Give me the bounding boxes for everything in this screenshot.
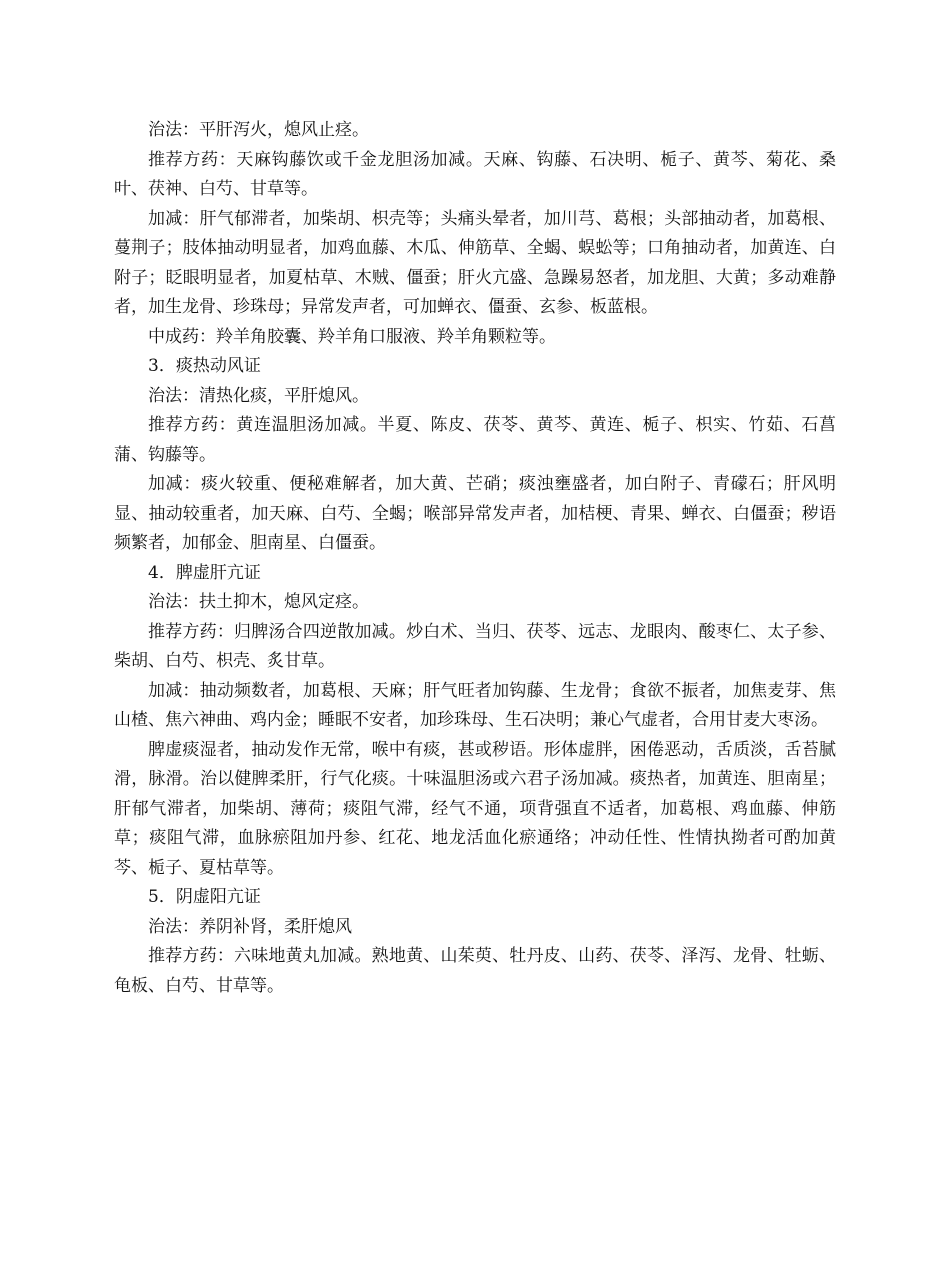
section-heading-spleen-deficiency: 4．脾虚肝亢证 (148, 562, 261, 583)
paragraph-treatment-principle: 治法：扶土抑木，熄风定痉。 (148, 592, 369, 612)
paragraph-treatment-principle: 治法：养阴补肾，柔肝熄风 (148, 916, 352, 937)
paragraph-spleen-phlegm-dampness: 脾虚痰湿者，抽动发作无常，喉中有痰，甚或秽语。形体虚胖，困倦恶动，舌质淡，舌苔腻滑，脉滑。治以健脾柔肝，行气化痰。十味温胆汤或六君子汤加减。痰热者，加黄连、胆南星；肝郁气滞者，加柴胡、薄荷；痰阻气滞，经气不通，项背强直不适者，加葛根、鸡血藤、伸筋草；痰阻气滞，血脉瘀阻加丹参、红花、地龙活血化瘀通络；冲动任性、性情执拗者可酌加黄芩、栀子、夏枯草等。 (114, 739, 836, 878)
paragraph-recommended-formula: 推荐方药：黄连温胆汤加减。半夏、陈皮、茯苓、黄芩、黄连、栀子、枳实、竹茹、石菖蒲、钩藤等。 (114, 415, 836, 465)
section-heading-phlegm-heat: 3．痰热动风证 (148, 356, 261, 376)
paragraph-treatment-principle: 治法：清热化痰，平肝熄风。 (148, 385, 369, 406)
paragraph-modifications: 加减：抽动频数者，加葛根、天麻；肝气旺者加钩藤、生龙骨；食欲不振者，加焦麦芽、焦山楂、焦六神曲、鸡内金；睡眠不安者，加珍珠母、生石决明；兼心气虚者，合用甘麦大枣汤。 (114, 680, 836, 730)
paragraph-modifications: 加减：痰火较重、便秘难解者，加大黄、芒硝；痰浊壅盛者，加白附子、青礞石；肝风明显、抽动较重者，加天麻、白芍、全蝎；喉部异常发声者，加桔梗、青果、蝉衣、白僵蚕；秽语频繁者，加郁金、胆南星、白僵蚕。 (114, 474, 836, 553)
paragraph-recommended-formula: 推荐方药：六味地黄丸加减。熟地黄、山茱萸、牡丹皮、山药、茯苓、泽泻、龙骨、牡蛎、龟板、白芍、甘草等。 (114, 946, 836, 996)
paragraph-recommended-formula: 推荐方药：归脾汤合四逆散加减。炒白术、当归、茯苓、远志、龙眼肉、酸枣仁、太子参、柴胡、白芍、枳壳、炙甘草。 (114, 621, 836, 671)
paragraph-patent-medicine: 中成药：羚羊角胶囊、羚羊角口服液、羚羊角颗粒等。 (148, 326, 556, 347)
paragraph-modifications: 加减：肝气郁滞者，加柴胡、枳壳等；头痛头晕者，加川芎、葛根；头部抽动者，加葛根、蔓荆子；肢体抽动明显者，加鸡血藤、木瓜、伸筋草、全蝎、蜈蚣等；口角抽动者，加黄连、白附子；眨眼明显者，加夏枯草、木贼、僵蚕；肝火亢盛、急躁易怒者，加龙胆、大黄；多动难静者，加生龙骨、珍珠母；异常发声者，可加蝉衣、僵蚕、玄参、板蓝根。 (114, 208, 836, 317)
document-body (114, 116, 836, 1001)
paragraph-recommended-formula: 推荐方药：天麻钩藤饮或千金龙胆汤加减。天麻、钩藤、石决明、栀子、黄芩、菊花、桑叶、茯神、白芍、甘草等。 (114, 149, 836, 199)
paragraph-treatment-principle: 治法：平肝泻火，熄风止痉。 (148, 120, 369, 140)
section-heading-yin-deficiency: 5．阴虚阳亢证 (148, 887, 261, 907)
